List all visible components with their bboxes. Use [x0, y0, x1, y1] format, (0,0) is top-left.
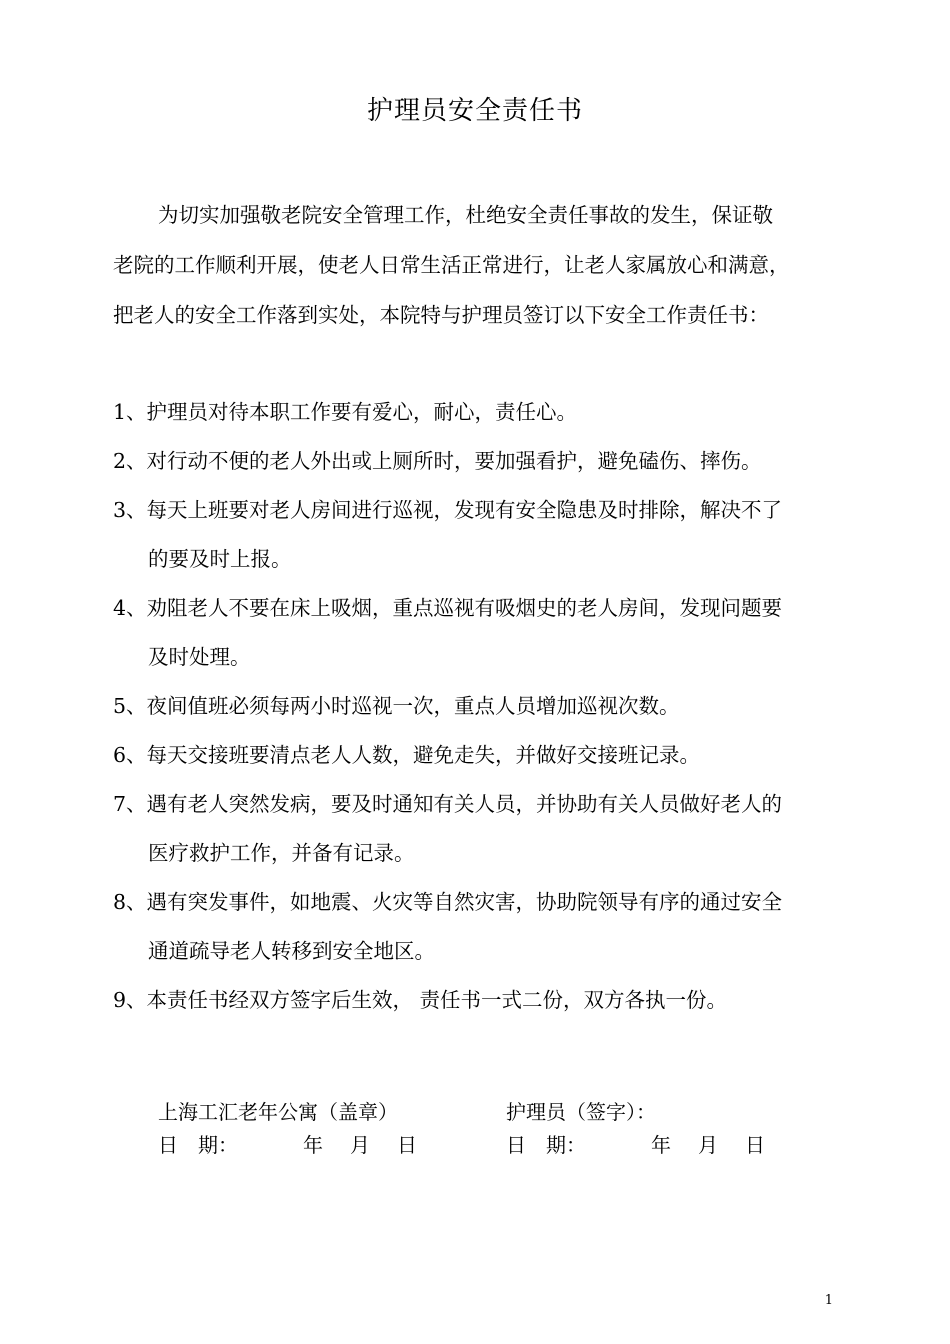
- list-item: 7、遇有老人突然发病，要及时通知有关人员，并协助有关人员做好老人的: [113, 792, 783, 816]
- page-number: 1: [824, 1293, 833, 1308]
- list-item: 8、遇有突发事件，如地震、火灾等自然灾害，协助院领导有序的通过安全: [113, 890, 783, 914]
- list-item: 6、每天交接班要清点老人人数，避免走失，并做好交接班记录。: [113, 743, 701, 767]
- month-label: 月: [350, 1133, 370, 1157]
- day-label: 日: [397, 1133, 417, 1157]
- caregiver-date: [506, 1130, 765, 1163]
- list-item: 3、每天上班要对老人房间进行巡视，发现有安全隐患及时排除，解决不了: [113, 498, 783, 522]
- intro-line: 把老人的安全工作落到实处，本院特与护理员签订以下安全工作责任书：: [113, 303, 769, 327]
- document-title: 护理员安全责任书: [366, 96, 583, 126]
- list-item: 5、夜间值班必须每两小时巡视一次，重点人员增加巡视次数。: [113, 694, 680, 718]
- day-label: 日: [745, 1133, 765, 1157]
- list-item: 4、劝阻老人不要在床上吸烟，重点巡视有吸烟史的老人房间，发现问题要: [113, 596, 783, 620]
- signature-block-institution: [158, 1097, 417, 1163]
- date-label: 日 期：: [158, 1133, 238, 1157]
- intro-paragraph: [113, 200, 843, 350]
- month-label: 月: [698, 1133, 718, 1157]
- intro-line: 为切实加强敬老院安全管理工作，杜绝安全责任事故的发生，保证敬: [158, 203, 773, 227]
- list-item: 1、护理员对待本职工作要有爱心，耐心，责任心。: [113, 400, 578, 424]
- caregiver-signature-label: 护理员（签字）：: [506, 1100, 656, 1124]
- list-item: 2、对行动不便的老人外出或上厕所时，要加强看护，避免磕伤、摔伤。: [113, 449, 762, 473]
- list-item: 9、本责任书经双方签字后生效， 责任书一式二份，双方各执一份。: [113, 988, 728, 1012]
- institution-date: [158, 1130, 417, 1163]
- list-item-continuation: 医疗救护工作，并备有记录。: [148, 841, 415, 865]
- intro-line: 老院的工作顺利开展，使老人日常生活正常进行，让老人家属放心和满意，: [113, 253, 790, 277]
- institution-seal-label: 上海工汇老年公寓（盖章）: [158, 1100, 398, 1124]
- year-label: 年: [651, 1133, 671, 1157]
- date-label: 日 期：: [506, 1133, 586, 1157]
- list-item-continuation: 通道疏导老人转移到安全地区。: [148, 939, 435, 963]
- list-item-continuation: 及时处理。: [148, 645, 251, 669]
- signature-block-caregiver: [506, 1097, 765, 1163]
- responsibility-list: [113, 397, 843, 1034]
- list-item-continuation: 的要及时上报。: [148, 547, 292, 571]
- year-label: 年: [303, 1133, 323, 1157]
